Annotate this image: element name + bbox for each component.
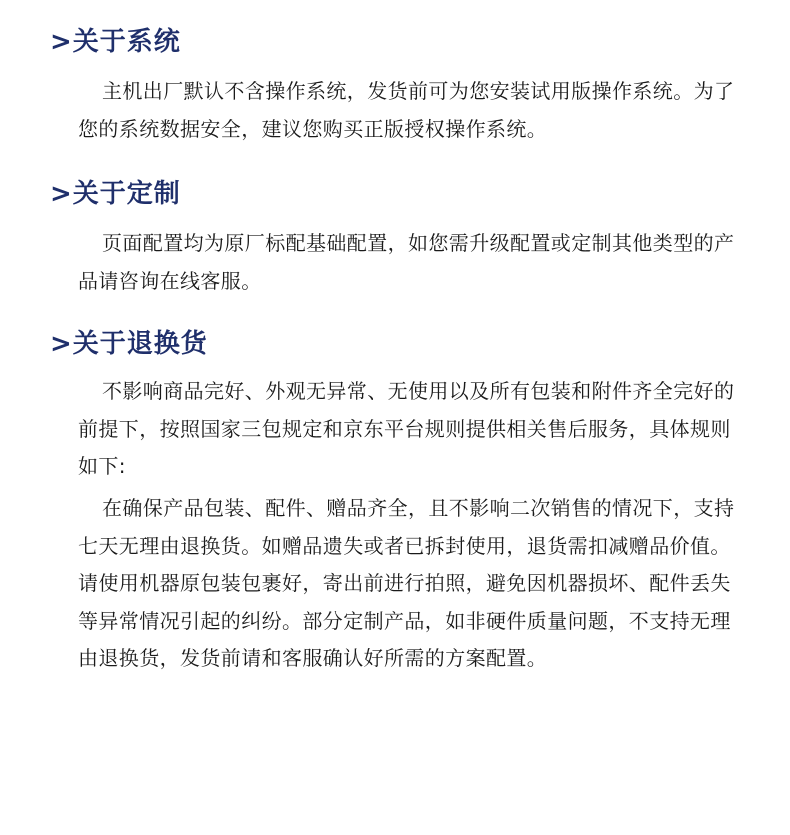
section-paragraph-returns-rules: 在确保产品包装、配件、赠品齐全，且不影响二次销售的情况下，支持七天无理由退换货。如赠品遗失或者已拆封使用，退货需扣减赠品价值。请使用机器原包装包裹好，寄出前进行拍照，避免因机器损坏、配件丢失等异常情况引起的纠纷。部分定制产品，如非硬件质量问题，不支持无理由退换货，发货前请和客服确认好所需的方案配置。 <box>78 496 735 670</box>
section-heading-returns: >关于退换货 <box>50 329 208 359</box>
section-heading-customization: >关于定制 <box>50 179 181 209</box>
section-heading-system: >关于系统 <box>50 27 181 57</box>
section-paragraph-system: 主机出厂默认不含操作系统，发货前可为您安装试用版操作系统。为了您的系统数据安全，建议您购买正版授权操作系统。 <box>78 79 735 141</box>
section-paragraph-returns-intro: 不影响商品完好、外观无异常、无使用以及所有包装和附件齐全完好的前提下，按照国家三包规定和京东平台规则提供相关售后服务，具体规则如下: <box>78 379 735 478</box>
section-paragraph-customization: 页面配置均为原厂标配基础配置，如您需升级配置或定制其他类型的产品请咨询在线客服。 <box>78 231 735 293</box>
